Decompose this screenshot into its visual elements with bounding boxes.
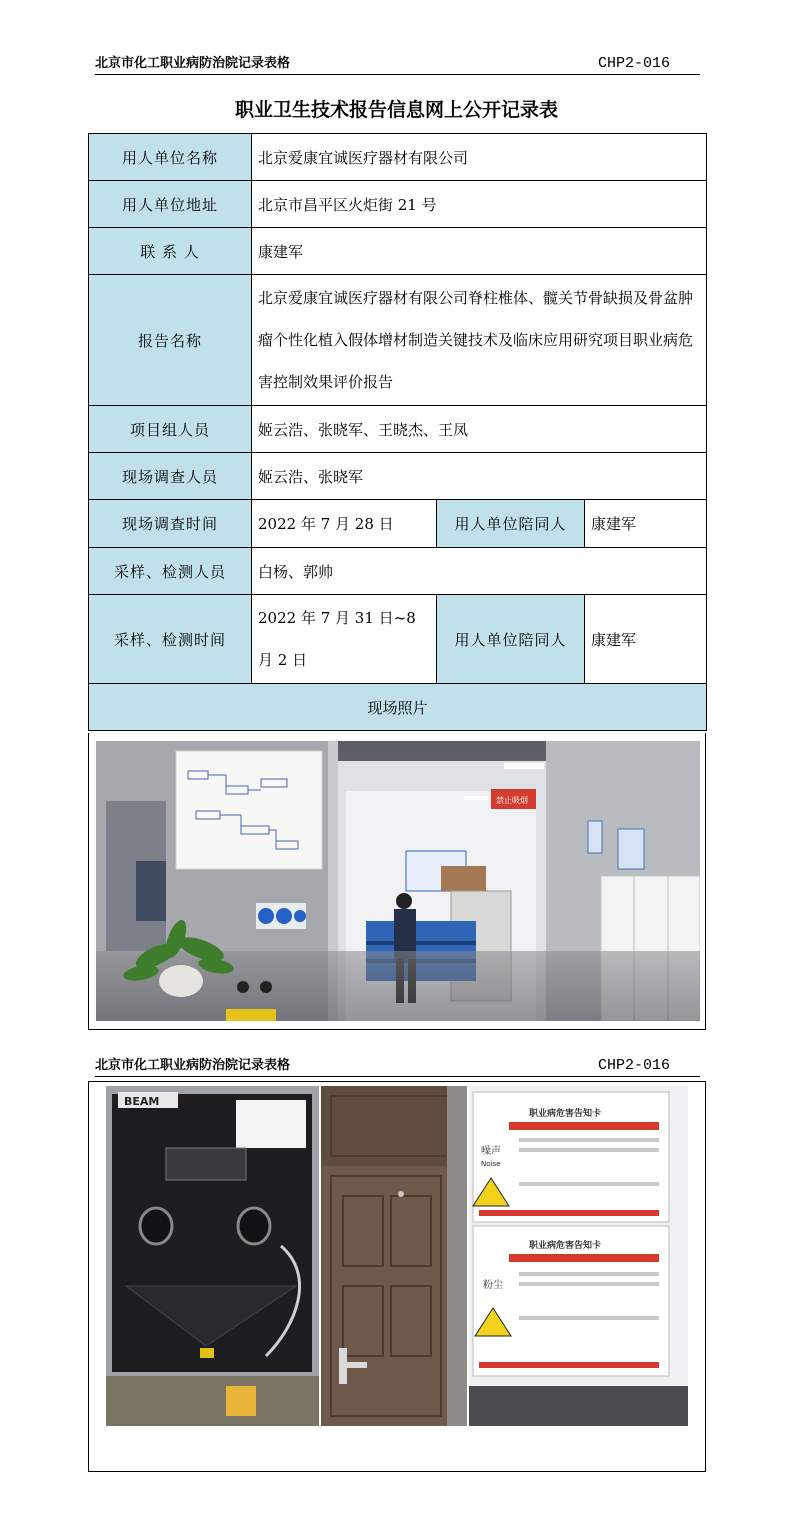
- label-unit-name: 用人单位名称: [89, 134, 252, 181]
- beam-logo-text: BEAM: [124, 1095, 160, 1108]
- row-survey-time: [89, 500, 707, 548]
- row-contact: [89, 228, 707, 275]
- page-title: 职业卫生技术报告信息网上公开记录表: [234, 99, 558, 121]
- header-code: CHP2-016: [597, 55, 670, 72]
- value-contact: 康建军: [252, 228, 707, 275]
- label-survey-time: 现场调查时间: [89, 500, 252, 548]
- row-samplers: [89, 548, 707, 595]
- label-surveyors: 现场调查人员: [89, 453, 252, 500]
- header-org-2: 北京市化工职业病防治院记录表格: [95, 1058, 291, 1073]
- label-sample-accomp: 用人单位陪同人: [437, 595, 585, 684]
- card1-noise-cn: 噪声: [481, 1146, 501, 1157]
- page-header-2: [95, 1054, 700, 1077]
- card2-dust-cn: 粉尘: [483, 1280, 503, 1291]
- site-photo-door: [321, 1086, 467, 1426]
- row-report-name: [89, 275, 707, 406]
- label-samplers: 采样、检测人员: [89, 548, 252, 595]
- photo-frame-1: [88, 733, 706, 1030]
- value-sample-time: 2022 年 7 月 31 日~8 月 2 日: [252, 595, 437, 684]
- row-team: [89, 406, 707, 453]
- value-unit-name: 北京爱康宜诚医疗器材有限公司: [252, 134, 707, 181]
- card2-title: 职业病危害告知卡: [529, 1241, 602, 1251]
- card1-noise-en: Noise: [481, 1160, 501, 1168]
- label-contact: 联 系 人: [89, 228, 252, 275]
- page-header: [95, 52, 700, 75]
- value-survey-time: 2022 年 7 月 28 日: [252, 500, 437, 548]
- site-photo-hazard-cards: [469, 1086, 688, 1426]
- row-sample-time: [89, 595, 707, 684]
- value-team: 姬云浩、张晓军、王晓杰、王凤: [252, 406, 707, 453]
- label-report-name: 报告名称: [89, 275, 252, 406]
- header-code-2: CHP2-016: [597, 1057, 670, 1074]
- label-photos: 现场照片: [89, 684, 707, 731]
- label-unit-address: 用人单位地址: [89, 181, 252, 228]
- site-photo-workshop: [96, 741, 700, 1021]
- value-sample-accomp: 康建军: [585, 595, 707, 684]
- row-surveyors: [89, 453, 707, 500]
- value-unit-address: 北京市昌平区火炬街 21 号: [252, 181, 707, 228]
- row-unit-address: [89, 181, 707, 228]
- card1-title: 职业病危害告知卡: [529, 1109, 602, 1119]
- value-survey-accomp: 康建军: [585, 500, 707, 548]
- label-sample-time: 采样、检测时间: [89, 595, 252, 684]
- label-team: 项目组人员: [89, 406, 252, 453]
- record-table: [88, 133, 707, 731]
- photo-frame-2: [88, 1081, 706, 1472]
- value-samplers: 白杨、郭帅: [252, 548, 707, 595]
- sign-no-smoking: 禁止吸烟: [496, 796, 528, 805]
- row-photos: [89, 684, 707, 731]
- header-org: 北京市化工职业病防治院记录表格: [95, 56, 291, 71]
- row-unit-name: [89, 134, 707, 181]
- value-report-name: 北京爱康宜诚医疗器材有限公司脊柱椎体、髋关节骨缺损及骨盆肿瘤个性化植入假体增材制造关键技术及临床应用研究项目职业病危害控制效果评价报告: [252, 275, 707, 406]
- site-photo-sandblaster: [106, 1086, 319, 1426]
- value-surveyors: 姬云浩、张晓军: [252, 453, 707, 500]
- label-survey-accomp: 用人单位陪同人: [437, 500, 585, 548]
